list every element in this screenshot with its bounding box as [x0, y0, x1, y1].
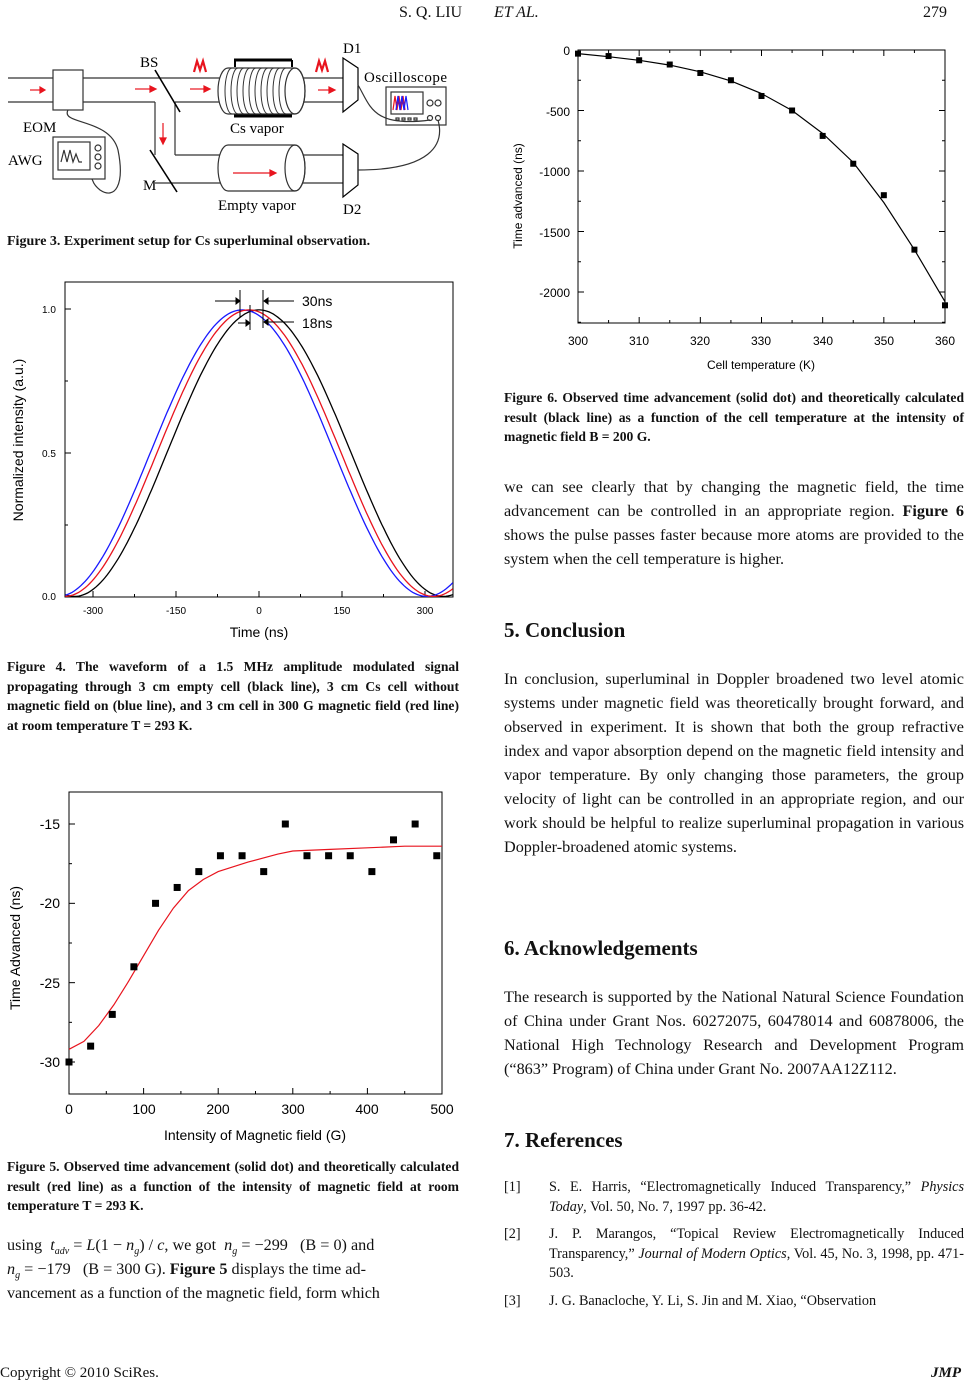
svg-text:340: 340: [812, 334, 834, 348]
svg-text:300: 300: [567, 334, 589, 348]
page-number: 279: [923, 4, 947, 21]
label-bs: BS: [140, 55, 159, 71]
reference-item: [2] J. P. Marangos, “Topical Review Electromagnetically Induced Transparency,” Journal of Modern Optics, Vol. 45, No. 3, 1998, pp. 471-503.: [504, 1226, 964, 1281]
annotation-18ns: 18ns: [302, 315, 333, 331]
svg-text:200: 200: [206, 1101, 230, 1117]
svg-text:1.0: 1.0: [42, 305, 56, 316]
svg-text:310: 310: [628, 334, 650, 348]
figure5-xlabel: Intensity of Magnetic field (G): [163, 1127, 347, 1143]
footer-journal: JMP: [931, 1365, 961, 1381]
right-body-paragraph: we can see clearly that by changing the magnetic field, the time advancement can be controlled in an appropriate region. Figure 6 shows the pulse passes faster because more atoms are provided to the system when the cell temperature is higher.: [504, 478, 965, 568]
svg-text:0.5: 0.5: [42, 449, 56, 460]
svg-text:100: 100: [132, 1101, 156, 1117]
footer-copyright: Copyright © 2010 SciRes.: [0, 1365, 159, 1381]
svg-text:0: 0: [65, 1101, 73, 1117]
figure3-caption: Figure 3. Experiment setup for Cs superluminal observation.: [7, 234, 371, 249]
figure6-caption: Figure 6. Observed time advancement (solid dot) and theoretically calculated result (black line) as a function of the cell temperature at the intensity of magnetic field B = 200 G.: [504, 390, 964, 444]
svg-text:320: 320: [689, 334, 711, 348]
svg-text:0: 0: [256, 606, 262, 617]
label-awg: AWG: [8, 153, 43, 169]
svg-text:-1000: -1000: [539, 165, 570, 179]
annotation-30ns: 30ns: [302, 293, 333, 309]
svg-text:-300: -300: [82, 606, 104, 617]
figure4-ylabel: Normalized intensity (a.u.): [10, 358, 26, 522]
svg-text:150: 150: [333, 606, 351, 617]
figure6-ref: Figure 6: [902, 502, 965, 520]
svg-text:330: 330: [750, 334, 772, 348]
figure5-caption: Figure 5. Observed time advancement (solid dot) and theoretically calculated result (red line) as a function of the intensity of magnetic field at room temperature T = 293 K.: [7, 1159, 459, 1213]
svg-text:500: 500: [430, 1101, 454, 1117]
label-d2: D2: [343, 202, 362, 218]
label-eom: EOM: [23, 120, 57, 136]
label-cs-vapor: Cs vapor: [230, 121, 284, 137]
svg-text:0: 0: [563, 44, 570, 58]
label-m: M: [143, 178, 157, 194]
svg-text:-15: -15: [39, 816, 60, 832]
running-head-authors: S. Q. LIU: [399, 4, 463, 21]
label-d1: D1: [343, 41, 362, 57]
section-heading-references: 7. References: [504, 1128, 623, 1152]
figure5-ylabel: Time Advanced (ns): [7, 886, 23, 1010]
conclusion-paragraph: In conclusion, superluminal in Doppler broadened two level atomic systems under magnetic field was theoretically brought forward, and observed in experiment. It is shown that both the group refractive index and vapor absorption depend on the magnetic field intensity and vapor temperature. By only changing those parameters, the group velocity of light can be controlled in an appropriate region, and our work should be helpful to realize superluminal propagation in various Doppler-broadened atomic systems.: [504, 670, 964, 856]
figure5-chart: [0, 780, 480, 1150]
svg-text:360: 360: [934, 334, 956, 348]
running-head-et-al: ET AL.: [494, 4, 539, 21]
svg-text:300: 300: [416, 606, 434, 617]
left-body-paragraph: using $t_{adv} = L(1 - n_g) / c$, we got $n_g = -299$ (B = 0) and $n_g = -179$ (B = 300 G). Figure 5 displays the time ad- vancement as a function of the magnetic field, form which: [7, 1236, 380, 1302]
figure6-ylabel: Time advanced (ns): [511, 143, 525, 249]
svg-text:-30: -30: [39, 1054, 60, 1070]
figure4-chart: [0, 280, 480, 645]
figure6-xlabel: Cell temperature (K): [706, 358, 816, 372]
svg-text:-2000: -2000: [539, 286, 570, 300]
section-heading-acknowledgements: 6. Acknowledgements: [504, 936, 698, 960]
label-empty-vapor: Empty vapor: [218, 198, 296, 214]
svg-text:350: 350: [873, 334, 895, 348]
figure4-xlabel: Time (ns): [229, 624, 289, 640]
svg-text:-25: -25: [39, 975, 60, 991]
figure5-ref: Figure 5: [169, 1260, 228, 1278]
svg-text:-20: -20: [39, 895, 60, 911]
svg-text:400: 400: [355, 1101, 379, 1117]
section-heading-conclusion: 5. Conclusion: [504, 618, 626, 642]
figure6-chart: [480, 30, 967, 375]
reference-item: [1] S. E. Harris, “Electromagnetically Induced Transparency,” Physics Today, Vol. 50, No. 7, 1997 pp. 36-42.: [504, 1179, 964, 1215]
svg-text:0.0: 0.0: [42, 592, 56, 603]
reference-item: [3] J. G. Banacloche, Y. Li, S. Jin and M. Xiao, “Observation: [504, 1293, 877, 1309]
figure3-setup-diagram: [0, 30, 480, 230]
figure4-caption: Figure 4. The waveform of a 1.5 MHz amplitude modulated signal propagating through 3 cm empty cell (black line), 3 cm Cs cell without magnetic field on (blue line), and 3 cm cell in 300 G magnetic field (red line) at room temperature T = 293 K.: [7, 659, 459, 733]
acknowledgements-paragraph: The research is supported by the National Natural Science Foundation of China under Grant Nos. 60272075, 60478014 and 60878006, the National High Technology Research and Development Program (“863” Program) of China under Grant No. 2007AA12Z112.: [504, 988, 964, 1078]
svg-text:300: 300: [281, 1101, 305, 1117]
svg-text:-500: -500: [545, 105, 570, 119]
svg-text:-1500: -1500: [539, 226, 570, 240]
label-oscilloscope: Oscilloscope: [364, 70, 448, 86]
svg-text:-150: -150: [165, 606, 187, 617]
